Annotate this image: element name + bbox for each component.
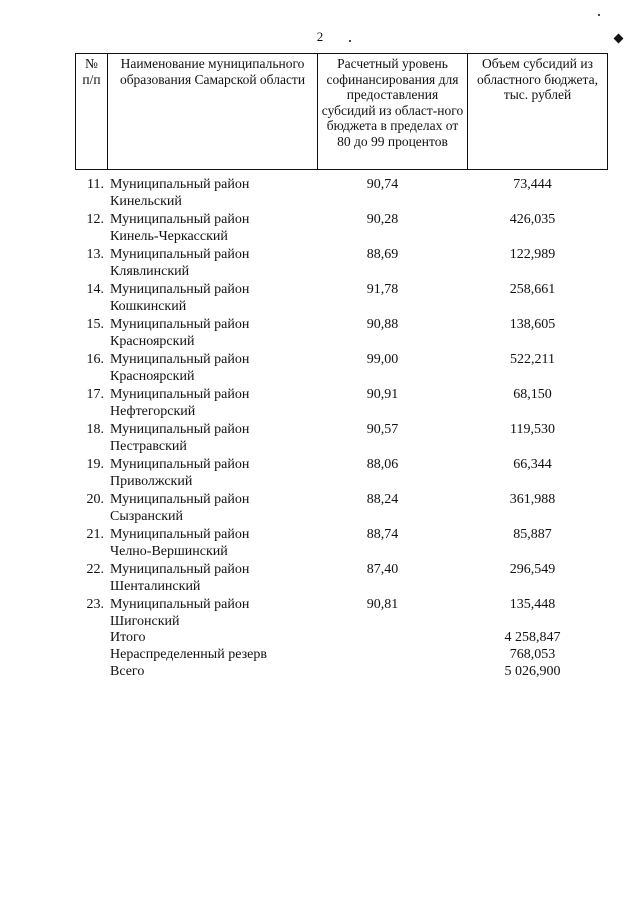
row-name-line2: Красноярский xyxy=(110,369,195,384)
row-amount: 296,549 xyxy=(509,562,556,577)
row-number: 12. xyxy=(86,212,104,227)
row-amount: 68,150 xyxy=(513,387,552,402)
row-amount: 122,989 xyxy=(509,247,556,262)
row-name-line1: Муниципальный район xyxy=(110,492,250,507)
table-header xyxy=(75,53,608,170)
row-level: 88,74 xyxy=(366,527,399,542)
row-amount: 138,605 xyxy=(509,317,556,332)
row-level: 91,78 xyxy=(366,282,399,297)
row-amount: 66,344 xyxy=(513,457,552,472)
row-level: 90,88 xyxy=(366,317,399,332)
table-row xyxy=(0,561,640,596)
total-row xyxy=(0,629,640,646)
row-level: 90,28 xyxy=(366,212,399,227)
row-name-line2: Кошкинский xyxy=(110,299,187,314)
row-name-line1: Муниципальный район xyxy=(110,177,250,192)
total-label: Итого xyxy=(110,630,146,645)
row-level: 87,40 xyxy=(366,562,399,577)
row-name-line2: Пестравский xyxy=(110,439,187,454)
row-number: 13. xyxy=(86,247,104,262)
row-amount: 135,448 xyxy=(509,597,556,612)
row-name-line1: Муниципальный район xyxy=(110,282,250,297)
row-name xyxy=(110,281,310,315)
row-name xyxy=(110,211,310,245)
table-row xyxy=(0,281,640,316)
table-row xyxy=(0,421,640,456)
table-row xyxy=(0,491,640,526)
scan-speck xyxy=(598,14,600,16)
row-name xyxy=(110,421,310,455)
row-name xyxy=(110,596,310,630)
header-level: Расчетный уровень софинансирования для предоставления субсидий из област-ного бюджета в пределах от 80 до 99 процентов xyxy=(318,54,468,170)
row-number: 15. xyxy=(86,317,104,332)
total-label: Нераспределенный резерв xyxy=(110,647,267,662)
table-row xyxy=(0,456,640,491)
row-name-line1: Муниципальный район xyxy=(110,562,250,577)
row-number: 18. xyxy=(86,422,104,437)
row-name xyxy=(110,491,310,525)
row-number: 11. xyxy=(87,177,104,192)
row-name xyxy=(110,246,310,280)
row-name xyxy=(110,176,310,210)
table-row xyxy=(0,316,640,351)
row-level: 88,06 xyxy=(366,457,399,472)
row-amount: 522,211 xyxy=(510,352,555,367)
row-name xyxy=(110,351,310,385)
row-name xyxy=(110,526,310,560)
row-level: 88,24 xyxy=(366,492,399,507)
row-number: 19. xyxy=(86,457,104,472)
row-name-line2: Сызранский xyxy=(110,509,183,524)
row-name-line1: Муниципальный район xyxy=(110,352,250,367)
row-name-line2: Приволжский xyxy=(110,474,193,489)
row-name-line1: Муниципальный район xyxy=(110,597,250,612)
row-name xyxy=(110,456,310,490)
row-number: 17. xyxy=(86,387,104,402)
row-level: 90,57 xyxy=(366,422,399,437)
row-name-line2: Красноярский xyxy=(110,334,195,349)
header-num: № п/п xyxy=(76,54,108,170)
row-level: 99,00 xyxy=(366,352,399,367)
table-row xyxy=(0,526,640,561)
row-name-line2: Шенталинский xyxy=(110,579,201,594)
row-amount: 426,035 xyxy=(509,212,556,227)
row-amount: 361,988 xyxy=(509,492,556,507)
row-level: 90,91 xyxy=(366,387,399,402)
row-name-line2: Шигонский xyxy=(110,614,180,629)
row-name-line2: Нефтегорский xyxy=(110,404,196,419)
row-name-line1: Муниципальный район xyxy=(110,527,250,542)
table-row xyxy=(0,176,640,211)
row-level: 88,69 xyxy=(366,247,399,262)
total-amount: 768,053 xyxy=(509,647,556,662)
table-row xyxy=(0,351,640,386)
header-amount: Объем субсидий из областного бюджета, тыс. рублей xyxy=(468,54,608,170)
table-row xyxy=(0,596,640,631)
row-number: 14. xyxy=(86,282,104,297)
row-level: 90,81 xyxy=(366,597,399,612)
total-row xyxy=(0,663,640,680)
totals-block xyxy=(0,629,640,680)
row-number: 20. xyxy=(86,492,104,507)
row-name xyxy=(110,386,310,420)
row-name xyxy=(110,316,310,350)
row-name-line1: Муниципальный район xyxy=(110,247,250,262)
page-number: 2 xyxy=(316,29,324,44)
row-amount: 258,661 xyxy=(509,282,556,297)
table-row xyxy=(0,246,640,281)
total-label: Всего xyxy=(110,664,145,679)
total-amount: 5 026,900 xyxy=(504,664,561,679)
row-number: 23. xyxy=(86,597,104,612)
row-number: 21. xyxy=(86,527,104,542)
total-row xyxy=(0,646,640,663)
row-amount: 73,444 xyxy=(513,177,552,192)
table-row xyxy=(0,386,640,421)
row-name-line1: Муниципальный район xyxy=(110,457,250,472)
row-number: 16. xyxy=(86,352,104,367)
row-name-line2: Клявлинский xyxy=(110,264,190,279)
row-level: 90,74 xyxy=(366,177,399,192)
row-name-line1: Муниципальный район xyxy=(110,422,250,437)
row-amount: 85,887 xyxy=(513,527,552,542)
header-name: Наименование муниципального образования Самарской области xyxy=(108,54,318,170)
row-amount: 119,530 xyxy=(510,422,555,437)
row-name-line1: Муниципальный район xyxy=(110,387,250,402)
scan-speck xyxy=(349,40,351,42)
row-name-line1: Муниципальный район xyxy=(110,317,250,332)
total-amount: 4 258,847 xyxy=(504,630,561,645)
row-name xyxy=(110,561,310,595)
row-name-line2: Кинельский xyxy=(110,194,182,209)
row-name-line2: Кинель-Черкасский xyxy=(110,229,228,244)
row-name-line2: Челно-Вершинский xyxy=(110,544,228,559)
row-name-line1: Муниципальный район xyxy=(110,212,250,227)
row-number: 22. xyxy=(86,562,104,577)
table-row xyxy=(0,211,640,246)
